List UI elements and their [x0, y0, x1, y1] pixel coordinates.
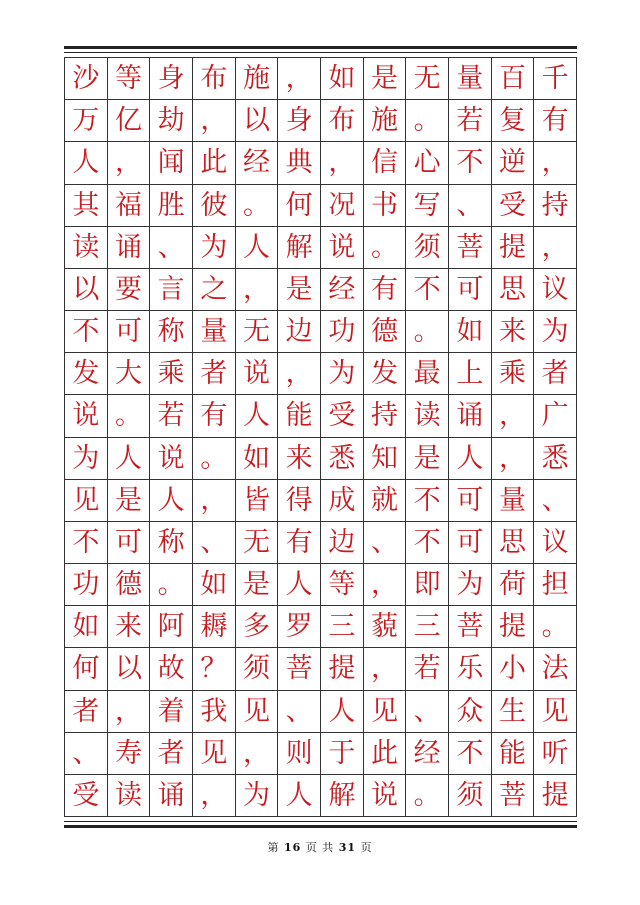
- grid-cell: 议: [534, 522, 577, 564]
- grid-cell: 解: [321, 775, 364, 817]
- grid-cell: 不: [65, 311, 108, 353]
- grid-cell: ，: [236, 733, 279, 775]
- top-thick-rule: [64, 46, 577, 49]
- grid-cell: 劫: [150, 100, 193, 142]
- grid-cell: 说: [65, 395, 108, 437]
- grid-cell: 沙: [65, 58, 108, 100]
- grid-cell: ，: [278, 58, 321, 100]
- grid-cell: 人: [278, 775, 321, 817]
- total-pages-number: 31: [338, 841, 357, 854]
- grid-cell: ？: [193, 648, 236, 690]
- grid-cell: 德: [108, 564, 151, 606]
- grid-cell: 广: [534, 395, 577, 437]
- grid-cell: 多: [236, 606, 279, 648]
- grid-cell: 着: [150, 691, 193, 733]
- grid-cell: 耨: [193, 606, 236, 648]
- grid-cell: 亿: [108, 100, 151, 142]
- grid-cell: 荷: [492, 564, 535, 606]
- grid-cell: 典: [278, 142, 321, 184]
- grid-cell: 来: [278, 438, 321, 480]
- grid-cell: 人: [150, 480, 193, 522]
- grid-cell: 见: [65, 480, 108, 522]
- grid-cell: 。: [406, 775, 449, 817]
- grid-cell: ，: [193, 775, 236, 817]
- grid-cell: 菩: [278, 648, 321, 690]
- grid-cell: 等: [321, 564, 364, 606]
- grid-cell: ，: [236, 269, 279, 311]
- grid-cell: 此: [364, 733, 407, 775]
- grid-cell: 千: [534, 58, 577, 100]
- grid-cell: 百: [492, 58, 535, 100]
- grid-cell: 施: [364, 100, 407, 142]
- grid-cell: 德: [364, 311, 407, 353]
- grid-cell: ，: [534, 227, 577, 269]
- grid-cell: 法: [534, 648, 577, 690]
- grid-cell: 若: [406, 648, 449, 690]
- grid-cell: 、: [278, 691, 321, 733]
- grid-cell: 可: [449, 480, 492, 522]
- grid-cell: 是: [236, 564, 279, 606]
- grid-cell: 说: [236, 353, 279, 395]
- grid-cell: 来: [108, 606, 151, 648]
- grid-cell: 。: [150, 564, 193, 606]
- grid-cell: 经: [321, 269, 364, 311]
- grid-cell: 如: [193, 564, 236, 606]
- grid-cell: 、: [364, 522, 407, 564]
- grid-cell: 见: [534, 691, 577, 733]
- grid-cell: 福: [108, 185, 151, 227]
- grid-cell: 来: [492, 311, 535, 353]
- grid-cell: 须: [406, 227, 449, 269]
- grid-cell: ，: [364, 564, 407, 606]
- grid-cell: 。: [406, 100, 449, 142]
- grid-cell: 如: [321, 58, 364, 100]
- grid-cell: ，: [534, 142, 577, 184]
- grid-cell: 。: [108, 395, 151, 437]
- grid-cell: 况: [321, 185, 364, 227]
- grid-cell: 、: [150, 227, 193, 269]
- grid-cell: 、: [534, 480, 577, 522]
- grid-cell: 读: [65, 227, 108, 269]
- grid-cell: 读: [108, 775, 151, 817]
- grid-cell: 菩: [449, 606, 492, 648]
- grid-cell: 思: [492, 522, 535, 564]
- grid-cell: 身: [150, 58, 193, 100]
- grid-cell: 听: [534, 733, 577, 775]
- grid-cell: 悉: [534, 438, 577, 480]
- grid-cell: 。: [236, 185, 279, 227]
- grid-cell: 者: [65, 691, 108, 733]
- grid-cell: 思: [492, 269, 535, 311]
- grid-cell: 复: [492, 100, 535, 142]
- grid-cell: 有: [193, 395, 236, 437]
- grid-cell: 。: [193, 438, 236, 480]
- grid-cell: 即: [406, 564, 449, 606]
- grid-cell: 人: [236, 395, 279, 437]
- grid-cell: 大: [108, 353, 151, 395]
- grid-cell: 有: [278, 522, 321, 564]
- grid-cell: 须: [449, 775, 492, 817]
- grid-cell: 议: [534, 269, 577, 311]
- grid-cell: 就: [364, 480, 407, 522]
- grid-cell: 量: [492, 480, 535, 522]
- grid-cell: 诵: [449, 395, 492, 437]
- grid-cell: 乐: [449, 648, 492, 690]
- grid-cell: 菩: [449, 227, 492, 269]
- grid-cell: 藐: [364, 606, 407, 648]
- grid-cell: 经: [406, 733, 449, 775]
- grid-cell: 提: [534, 775, 577, 817]
- grid-cell: ，: [193, 480, 236, 522]
- grid-cell: 信: [364, 142, 407, 184]
- grid-cell: 成: [321, 480, 364, 522]
- grid-cell: 三: [321, 606, 364, 648]
- grid-cell: 能: [492, 733, 535, 775]
- grid-cell: 以: [65, 269, 108, 311]
- grid-cell: 。: [364, 227, 407, 269]
- grid-cell: 何: [278, 185, 321, 227]
- grid-cell: 阿: [150, 606, 193, 648]
- grid-cell: 如: [449, 311, 492, 353]
- grid-cell: 不: [406, 480, 449, 522]
- bottom-thin-rule: [64, 821, 577, 822]
- grid-cell: 三: [406, 606, 449, 648]
- grid-cell: 持: [534, 185, 577, 227]
- grid-cell: 有: [364, 269, 407, 311]
- grid-cell: 书: [364, 185, 407, 227]
- grid-cell: 可: [449, 269, 492, 311]
- grid-cell: 万: [65, 100, 108, 142]
- grid-cell: 、: [193, 522, 236, 564]
- grid-cell: 等: [108, 58, 151, 100]
- grid-cell: 其: [65, 185, 108, 227]
- character-grid: [64, 57, 577, 817]
- grid-cell: 边: [321, 522, 364, 564]
- grid-cell: 得: [278, 480, 321, 522]
- grid-cell: 布: [321, 100, 364, 142]
- top-thin-rule: [64, 52, 577, 53]
- grid-cell: 提: [492, 227, 535, 269]
- grid-cell: 心: [406, 142, 449, 184]
- grid-cell: 发: [65, 353, 108, 395]
- grid-cell: ，: [492, 438, 535, 480]
- grid-cell: 是: [108, 480, 151, 522]
- grid-cell: 故: [150, 648, 193, 690]
- grid-cell: 人: [108, 438, 151, 480]
- grid-cell: 量: [449, 58, 492, 100]
- bottom-thick-rule: [64, 825, 577, 828]
- grid-cell: 布: [193, 58, 236, 100]
- grid-cell: 以: [236, 100, 279, 142]
- grid-cell: 解: [278, 227, 321, 269]
- grid-cell: 胜: [150, 185, 193, 227]
- grid-cell: 施: [236, 58, 279, 100]
- grid-cell: 无: [236, 522, 279, 564]
- grid-cell: 要: [108, 269, 151, 311]
- grid-cell: 不: [449, 142, 492, 184]
- grid-cell: 为: [193, 227, 236, 269]
- grid-cell: 说: [364, 775, 407, 817]
- grid-cell: 、: [65, 733, 108, 775]
- grid-cell: 不: [406, 522, 449, 564]
- grid-cell: 人: [449, 438, 492, 480]
- page-footer: [0, 839, 640, 855]
- grid-cell: 持: [364, 395, 407, 437]
- grid-cell: 何: [65, 648, 108, 690]
- grid-cell: 担: [534, 564, 577, 606]
- grid-cell: 言: [150, 269, 193, 311]
- grid-cell: 闻: [150, 142, 193, 184]
- grid-cell: 众: [449, 691, 492, 733]
- grid-cell: 者: [534, 353, 577, 395]
- grid-cell: 不: [406, 269, 449, 311]
- grid-cell: 功: [65, 564, 108, 606]
- grid-cell: 为: [321, 353, 364, 395]
- grid-cell: 见: [236, 691, 279, 733]
- grid-cell: 如: [65, 606, 108, 648]
- grid-cell: 者: [150, 733, 193, 775]
- grid-cell: 。: [406, 311, 449, 353]
- grid-cell: 是: [364, 58, 407, 100]
- grid-cell: 可: [108, 311, 151, 353]
- grid-cell: 量: [193, 311, 236, 353]
- grid-cell: 乘: [492, 353, 535, 395]
- grid-cell: ，: [278, 353, 321, 395]
- grid-cell: 上: [449, 353, 492, 395]
- footer-middle: 页 共: [305, 841, 335, 854]
- grid-cell: 不: [449, 733, 492, 775]
- grid-cell: 可: [449, 522, 492, 564]
- grid-cell: 皆: [236, 480, 279, 522]
- grid-cell: 不: [65, 522, 108, 564]
- grid-cell: 罗: [278, 606, 321, 648]
- grid-cell: 我: [193, 691, 236, 733]
- grid-cell: 能: [278, 395, 321, 437]
- grid-cell: 小: [492, 648, 535, 690]
- grid-cell: 。: [534, 606, 577, 648]
- grid-cell: 为: [449, 564, 492, 606]
- grid-cell: 知: [364, 438, 407, 480]
- grid-cell: ，: [364, 648, 407, 690]
- grid-cell: 是: [278, 269, 321, 311]
- grid-cell: 可: [108, 522, 151, 564]
- grid-cell: 无: [236, 311, 279, 353]
- grid-cell: ，: [108, 691, 151, 733]
- grid-cell: 身: [278, 100, 321, 142]
- grid-cell: 说: [150, 438, 193, 480]
- grid-cell: 悉: [321, 438, 364, 480]
- grid-cell: 称: [150, 311, 193, 353]
- grid-cell: 以: [108, 648, 151, 690]
- grid-cell: 为: [236, 775, 279, 817]
- grid-cell: ，: [321, 142, 364, 184]
- grid-cell: 无: [406, 58, 449, 100]
- grid-cell: 如: [236, 438, 279, 480]
- grid-cell: 彼: [193, 185, 236, 227]
- grid-cell: 边: [278, 311, 321, 353]
- grid-cell: 若: [150, 395, 193, 437]
- grid-cell: 者: [193, 353, 236, 395]
- footer-prefix: 第: [267, 841, 280, 854]
- grid-cell: 有: [534, 100, 577, 142]
- grid-cell: 功: [321, 311, 364, 353]
- grid-cell: 读: [406, 395, 449, 437]
- grid-cell: 发: [364, 353, 407, 395]
- grid-cell: ，: [492, 395, 535, 437]
- footer-suffix: 页: [360, 841, 373, 854]
- grid-cell: 、: [449, 185, 492, 227]
- grid-cell: 须: [236, 648, 279, 690]
- grid-cell: 诵: [150, 775, 193, 817]
- grid-cell: 人: [278, 564, 321, 606]
- grid-cell: 受: [65, 775, 108, 817]
- grid-cell: 人: [236, 227, 279, 269]
- grid-cell: 是: [406, 438, 449, 480]
- grid-cell: 乘: [150, 353, 193, 395]
- grid-cell: 写: [406, 185, 449, 227]
- grid-cell: 菩: [492, 775, 535, 817]
- grid-cell: 经: [236, 142, 279, 184]
- grid-cell: 、: [406, 691, 449, 733]
- grid-cell: 为: [534, 311, 577, 353]
- grid-cell: ，: [108, 142, 151, 184]
- grid-cell: 说: [321, 227, 364, 269]
- grid-cell: 逆: [492, 142, 535, 184]
- grid-cell: 提: [492, 606, 535, 648]
- grid-cell: 为: [65, 438, 108, 480]
- grid-cell: 提: [321, 648, 364, 690]
- current-page-number: 16: [283, 841, 302, 854]
- grid-cell: 生: [492, 691, 535, 733]
- grid-cell: 于: [321, 733, 364, 775]
- grid-cell: 诵: [108, 227, 151, 269]
- grid-cell: 寿: [108, 733, 151, 775]
- grid-cell: 之: [193, 269, 236, 311]
- grid-cell: 则: [278, 733, 321, 775]
- grid-cell: 见: [193, 733, 236, 775]
- grid-cell: ，: [193, 100, 236, 142]
- grid-cell: 若: [449, 100, 492, 142]
- grid-cell: 最: [406, 353, 449, 395]
- grid-cell: 人: [321, 691, 364, 733]
- grid-cell: 称: [150, 522, 193, 564]
- grid-cell: 此: [193, 142, 236, 184]
- grid-cell: 受: [492, 185, 535, 227]
- grid-cell: 见: [364, 691, 407, 733]
- grid-cell: 人: [65, 142, 108, 184]
- grid-cell: 受: [321, 395, 364, 437]
